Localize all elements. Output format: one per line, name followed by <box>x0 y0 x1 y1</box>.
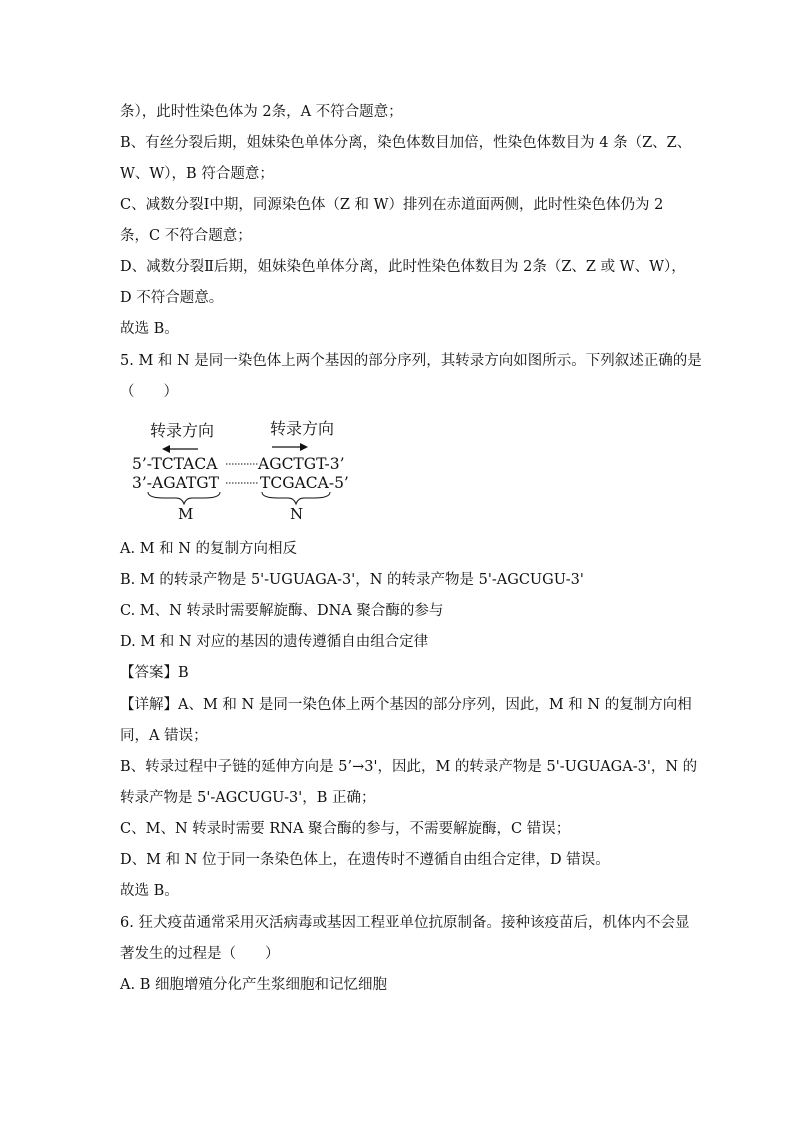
transcription-direction-label-right: 转录方向 <box>270 419 335 438</box>
question-6-stem: 著发生的过程是（ ） <box>120 946 280 962</box>
gene-n-top-strand: AGCTGT-3’ <box>258 455 345 473</box>
question-6-option-a: A. B 细胞增殖分化产生浆细胞和记忆细胞 <box>120 977 387 993</box>
text-line: 故选 B。 <box>120 321 179 337</box>
option-d: D. M 和 N 对应的基因的遗传遵循自由组合定律 <box>120 634 429 650</box>
explanation-line: 同，A 错误； <box>120 728 208 744</box>
left-arrow-icon <box>162 445 198 453</box>
option-a: A. M 和 N 的复制方向相反 <box>120 541 298 557</box>
explanation-line: 【详解】A、M 和 N 是同一染色体上两个基因的部分序列，因此，M 和 N 的复制方向相 <box>120 697 692 713</box>
n-brace <box>262 492 330 504</box>
text-line: B、有丝分裂后期，姐妹染色单体分离，染色体数目加倍，性染色体数目为 4 条（Z、Z、 <box>120 135 692 151</box>
text-line: C、减数分裂Ⅰ中期，同源染色体（Z 和 W）排列在赤道面两侧，此时性染色体仍为 2 <box>120 197 664 213</box>
text-line: D 不符合题意。 <box>120 290 224 306</box>
text-line: 条，C 不符合题意； <box>120 228 252 244</box>
text-line: 条），此时性染色体为 2条，A 不符合题意； <box>120 104 403 120</box>
explanation-line: 故选 B。 <box>120 883 179 899</box>
m-brace <box>148 492 220 504</box>
question-5-stem: 5. M 和 N 是同一染色体上两个基因的部分序列，其转录方向如图所示。下列叙述正确的是 <box>120 353 702 369</box>
text-line: W、W），B 符合题意； <box>120 166 274 182</box>
explanation-line: C、M、N 转录时需要 RNA 聚合酶的参与，不需要解旋酶，C 错误； <box>120 821 571 837</box>
option-b: B. M 的转录产物是 5'-UGUAGA-3'，N 的转录产物是 5'-AGCUGU-3' <box>120 572 584 588</box>
option-c: C. M、N 转录时需要解旋酶、DNA 聚合酶的参与 <box>120 603 444 619</box>
right-arrow-icon <box>272 443 308 451</box>
answer-line: 【答案】B <box>120 665 189 681</box>
explanation-line: 转录产物是 5'-AGCUGU-3'，B 正确； <box>120 790 376 806</box>
transcription-direction-label-left: 转录方向 <box>150 421 215 440</box>
question-6-stem: 6. 狂犬疫苗通常采用灭活病毒或基因工程亚单位抗原制备。接种该疫苗后，机体内不会显 <box>120 915 690 931</box>
gene-n-bottom-strand: TCGACA-5’ <box>260 474 349 492</box>
text-line: D、减数分裂Ⅱ后期，姐妹染色单体分离，此时性染色体数目为 2条（Z、Z 或 W、W）， <box>120 259 686 275</box>
transcription-diagram <box>120 410 420 530</box>
gene-m-label: M <box>178 505 194 523</box>
explanation-line: B、转录过程中子链的延伸方向是 5’→3'，因此，M 的转录产物是 5'-UGUAGA-3'，N 的 <box>120 759 698 775</box>
gene-m-bottom-strand: 3’-AGATGT <box>132 474 220 492</box>
gene-m-top-strand: 5’-TCTACA <box>132 455 218 473</box>
gene-n-label: N <box>290 505 304 523</box>
question-5-bracket: （ ） <box>120 384 178 400</box>
explanation-line: D、M 和 N 位于同一条染色体上，在遗传时不遵循自由组合定律，D 错误。 <box>120 852 610 868</box>
